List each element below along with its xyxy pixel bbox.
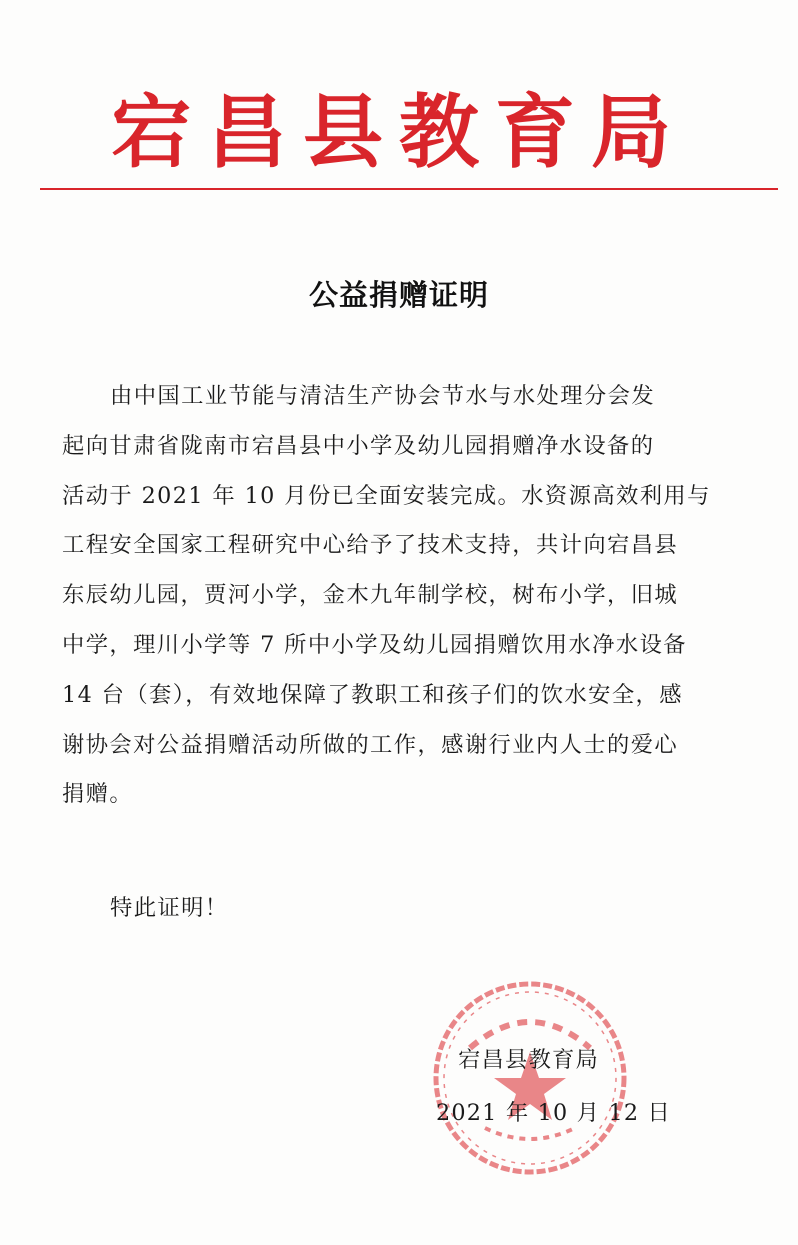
signer-name: 宕昌县教育局 xyxy=(458,1047,599,1073)
body-line: 捐赠。 xyxy=(62,781,134,808)
body-line: 起向甘肃省陇南市宕昌县中小学及幼儿园捐赠净水设备的 xyxy=(62,432,655,459)
document-date: 2021 年 10 月 12 日 xyxy=(436,1100,672,1126)
body-line: 东辰幼儿园，贾河小学，金木九年制学校，树布小学，旧城 xyxy=(62,582,679,609)
document-body xyxy=(62,372,752,820)
body-line: 活动于 2021 年 10 月份已全面安装完成。水资源高效利用与 xyxy=(62,482,711,509)
body-line: 工程安全国家工程研究中心给予了技术支持，共计向宕昌县 xyxy=(62,532,679,559)
body-line: 由中国工业节能与清洁生产协会节水与水处理分会发 xyxy=(110,383,656,409)
letterhead-divider xyxy=(40,188,778,190)
closing-statement: 特此证明！ xyxy=(110,895,229,921)
body-line: 谢协会对公益捐赠活动所做的工作，感谢行业内人士的爱心 xyxy=(62,731,679,758)
document-title: 公益捐赠证明 xyxy=(308,278,489,312)
body-line: 14 台（套），有效地保障了教职工和孩子们的饮水安全，感 xyxy=(62,681,683,708)
body-line: 中学，理川小学等 7 所中小学及幼儿园捐赠饮用水净水设备 xyxy=(62,631,687,658)
letterhead-title: 宕昌县教育局 xyxy=(111,85,687,179)
